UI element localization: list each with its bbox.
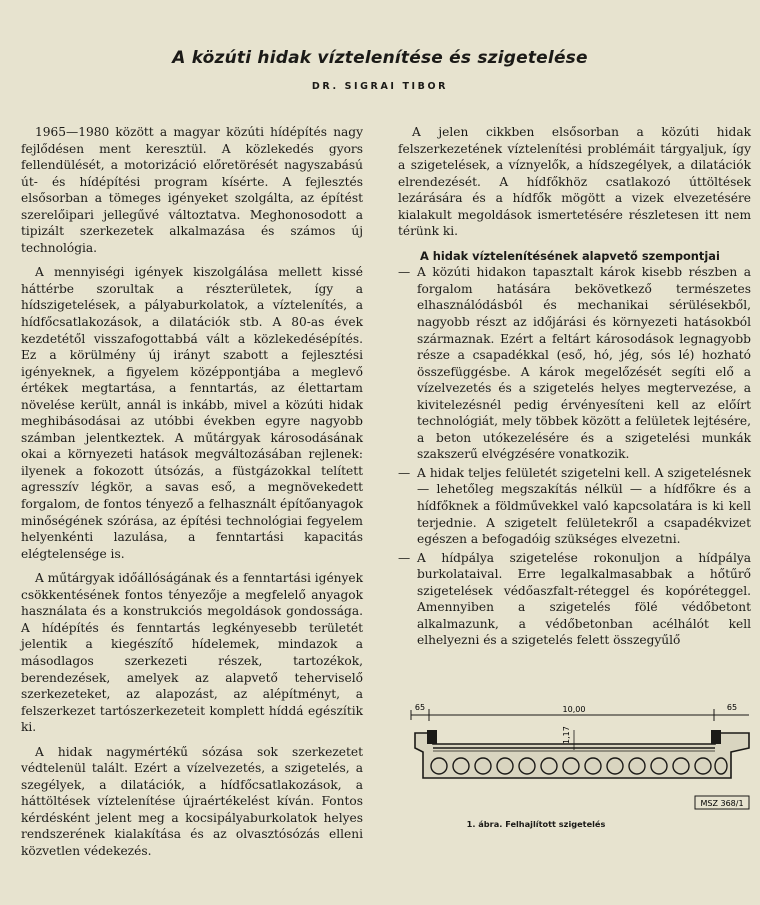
bridge-section-figure — [409, 700, 751, 860]
paragraph: 1965—1980 között a magyar közúti hídépítés nagy fejlődésen ment keresztül. A közlekedés gyors fellendülését, a motorizáció előretörését nagyszabású út- és hídépítési program kísérte. A fejlesztés elsősorban a tömeges igényeket szolgálta, az építést szerelőipari jellegűvé változtatva. Meghonosodott a tipizált szerkezetek alkalmazása és számos új technológia. — [21, 125, 363, 255]
dash-marker: — — [398, 265, 411, 280]
list-item-text: A hídpálya szigetelése rokonuljon a hídpálya burkolataival. Erre legalkalmasabbak a hőtűrő szigetelések védőaszfalt-réteggel és kopóréteggel. Amennyiben a szigetelés fölé védőbetont alkalmazunk, a védőbetonban acélhálót kell elhelyezni és a szigetelés felett összegyűlő — [417, 550, 751, 648]
dim-middle-label: 10,00 — [562, 705, 586, 714]
paragraph: A hidak nagymértékű sózása sok szerkezetet védtelenül talált. Ezért a vízelvezetés, a szigetelés, a szegélyek, a dilatációk, a hídfőcsatlakozások, a háttöltések víztelenítése újraértékelést kíván. Fontos kérdésként jelent meg a kocsipályaburkolatok helyes rendszerének kialakítása és az olvasztósózás elleni közvetlen védekezés. — [21, 744, 363, 858]
list-item-text: A hidak teljes felületét szigetelni kell. A szigetelésnek — lehetőleg megszakítás nélkül — a hídfőkre és a hídfőknek a földművekkel való kapcsolatára is ki kell terjednie. A szigetelt felületekről a csapadékvizet egészen a befogadóig szükséges elvezetni. — [417, 465, 751, 547]
list-item — [398, 264, 751, 463]
figure-caption: 1. ábra. Felhajlított szigetelés — [466, 819, 606, 829]
left-column — [21, 124, 363, 860]
article-author: DR. SIGRAI TIBOR — [311, 81, 449, 92]
article-title: A közúti hidak víztelenítése és szigetelése — [172, 48, 588, 68]
list-item-text: A közúti hidakon tapasztalt károk kisebb részben a forgalom hatására bekövetkező természetes elhasználódásból és mechanikai sérülésekből, nagyobb részt az időjárási és környezeti hatásokból származnak. Ezért a feltárt károsodások legnagyobb része a csapadékkal (eső, hó, jég, sós lé) hozható összefüggésbe. A károk megelőzését segíti elő a vízelvezetés és a szigetelés helyes megtervezése, a kivitelezésnél pedig érvényesíteni kell az előírt technológiát, mely többek között a felületek lejtésére, a beton utókezelésére és a szigetelési munkák szakszerű elvégzésére vonatkozik. — [417, 265, 751, 462]
right-column — [398, 124, 751, 649]
list-item — [398, 550, 751, 649]
intro-paragraph: A jelen cikkben elsősorban a közúti hidak felszerkezetének víztelenítési problémáit tárgyaljuk, így a szigetelések, a víznyelők, a hídszegélyek, a dilatációk elrendezését. A hídfőkhöz csatlakozó úttöltések lezárására és a hídfők mögött a vizek elvezetésére kialakult megoldások ismertetésére részletesen itt nem térünk ki. — [398, 125, 751, 239]
dim-right-label: 65 — [726, 703, 738, 712]
dim-vertical-label: 1,17 — [562, 726, 571, 744]
paragraph: A műtárgyak időállóságának és a fenntartási igények csökkentésének fontos tényezője a megfelelő anyagok használata és a konstrukciós megoldások gondossága. A hídépítés és fenntartás legkényesebb területét jelentik a kiegészítő hídelemek, mindazok a másodlagos szerkezeti részek, tartozékok, berendezések, amelyek az alapvető teherviselő szerkezeteket, az alapozást, az alépítményt, a felszerkezet tartószerkezeteit komplett híddá egészítik ki. — [21, 571, 364, 735]
paragraph: A mennyiségi igények kiszolgálása mellett kissé háttérbe szorultak a részterületek, így a hídszigetelések, a pályaburkolatok, a víztelenítés, a hídfőcsatlakozások, a dilatációk stb. A 80-as évek kezdetétől visszafogottabbá vált a közlekedésépítés. Ez a körülmény új irányt szabott a fejlesztési igényeknek, a figyelem középpontjába a meglevő értékek megtartása, a fenntartás, az élettartam növelése került, annál is inkább, mivel a közúti hidak meghibásodásai az utóbbi években egyre nagyobb számban jelentkeztek. A műtárgyak károsodásának okai a környezeti hatások megváltozásában rejlenek: ilyenek a fokozott útsózás, a füstgázokkal telített agresszív légkör, a savas eső, a megnövekedett forgalom, de fontos tényező a felhasznált építőanyagok minőségének szórása, az építési technológiai fegyelem helyenkénti lazulása, a fenntartási kapacitás elégtelensége is. — [21, 265, 363, 561]
bullet-list — [398, 264, 751, 649]
dash-marker: — — [398, 550, 411, 565]
dash-marker: — — [398, 465, 411, 480]
standard-stamp: MSZ 368/1 — [700, 799, 744, 808]
section-heading: A hidak víztelenítésének alapvető szempontjai — [420, 248, 720, 263]
bridge-cross-section-drawing — [409, 700, 751, 820]
dim-left-label: 65 — [414, 703, 426, 712]
list-item — [398, 465, 751, 548]
